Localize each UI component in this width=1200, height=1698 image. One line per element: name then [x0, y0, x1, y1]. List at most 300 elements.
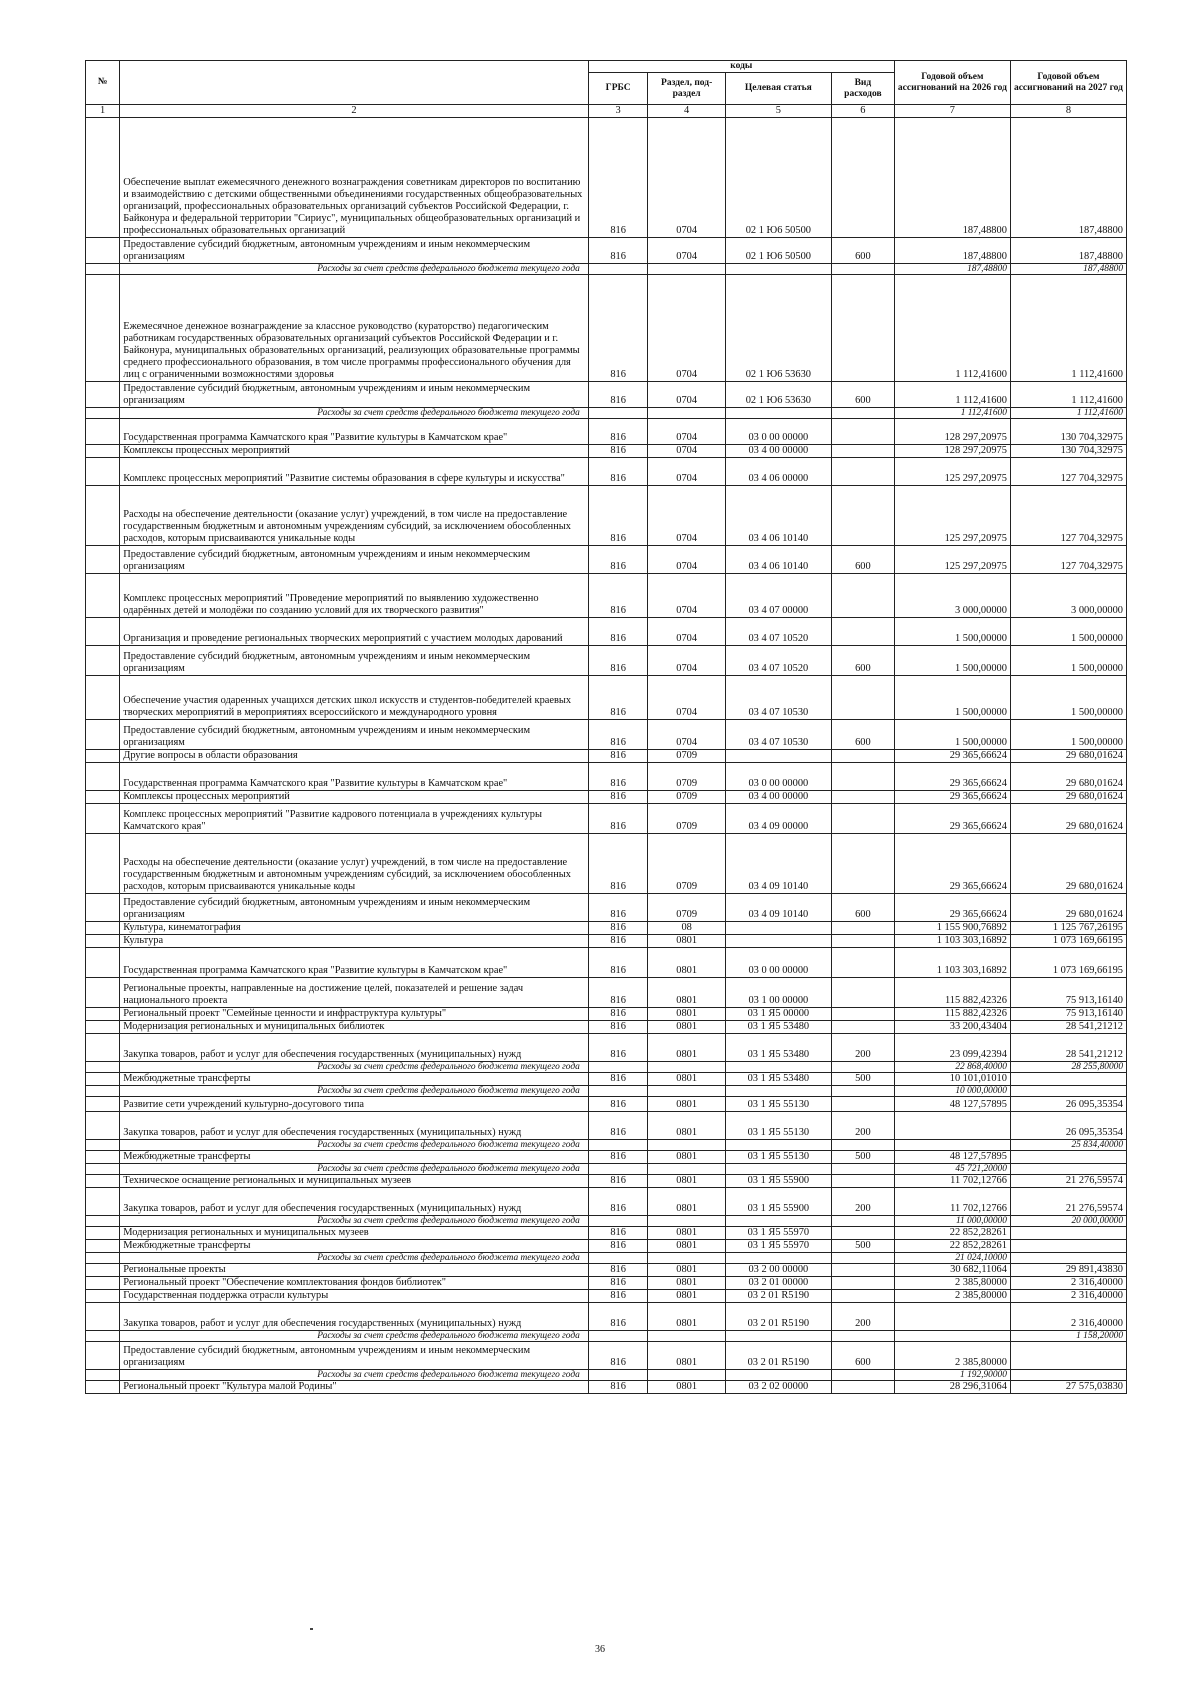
row-number-cell [86, 574, 120, 618]
row-number-cell [86, 618, 120, 646]
table-row [86, 791, 1127, 804]
row-amount-2026-cell: 29 365,66624 [894, 763, 1010, 791]
row-vid-cell [831, 1008, 894, 1021]
row-celevaya-cell: 03 4 00 00000 [725, 791, 831, 804]
row-razdel-cell [648, 1140, 725, 1151]
table-row [86, 834, 1127, 894]
row-celevaya-cell: 03 4 06 00000 [725, 458, 831, 486]
row-vid-cell [831, 1381, 894, 1394]
row-name-cell: Комплекс процессных мероприятий "Проведение мероприятий по выявлению художественно одарённых детей и молодёжи по созданию условий для их творческого развития" [120, 574, 589, 618]
row-number-cell [86, 382, 120, 408]
row-vid-cell: 600 [831, 720, 894, 750]
scan-speck [310, 1628, 313, 1630]
row-vid-cell: 200 [831, 1188, 894, 1216]
row-celevaya-cell: 03 4 07 10520 [725, 618, 831, 646]
row-name-cell: Предоставление субсидий бюджетным, автономным учреждениям и иным некоммерческим организациям [120, 382, 589, 408]
header-razdel: Раздел, под-раздел [648, 73, 725, 105]
row-vid-cell [831, 264, 894, 275]
row-celevaya-cell [725, 922, 831, 935]
row-amount-2027-cell: 2 316,40000 [1010, 1277, 1126, 1290]
row-vid-cell: 600 [831, 894, 894, 922]
row-amount-2027-cell: 29 680,01624 [1010, 791, 1126, 804]
row-celevaya-cell [725, 1331, 831, 1342]
row-name-cell: Региональный проект "Семейные ценности и инфраструктура культуры" [120, 1008, 589, 1021]
row-number-cell [86, 676, 120, 720]
row-number-cell [86, 408, 120, 419]
row-razdel-cell: 0704 [648, 574, 725, 618]
row-number-cell [86, 1331, 120, 1342]
row-amount-2026-cell: 187,48800 [894, 118, 1010, 238]
row-grbs-cell: 816 [588, 1188, 648, 1216]
row-amount-2026-cell: 10 000,00000 [894, 1086, 1010, 1097]
row-amount-2027-cell: 127 704,32975 [1010, 458, 1126, 486]
row-name-cell: Государственная программа Камчатского края "Развитие культуры в Камчатском крае" [120, 419, 589, 445]
row-razdel-cell [648, 264, 725, 275]
row-razdel-cell [648, 1253, 725, 1264]
row-grbs-cell [588, 1140, 648, 1151]
row-vid-cell [831, 935, 894, 948]
table-row [86, 1303, 1127, 1331]
row-razdel-cell: 0709 [648, 750, 725, 763]
row-name-cell: Закупка товаров, работ и услуг для обеспечения государственных (муниципальных) нужд [120, 1034, 589, 1062]
row-vid-cell [831, 978, 894, 1008]
row-amount-2027-cell [1010, 1151, 1126, 1164]
row-razdel-cell: 0709 [648, 894, 725, 922]
table-row [86, 574, 1127, 618]
row-grbs-cell: 816 [588, 922, 648, 935]
row-amount-2027-cell [1010, 1164, 1126, 1175]
row-celevaya-cell [725, 1164, 831, 1175]
row-grbs-cell [588, 264, 648, 275]
row-vid-cell [831, 791, 894, 804]
header-grbs: ГРБС [588, 73, 648, 105]
row-number-cell [86, 1216, 120, 1227]
row-grbs-cell: 816 [588, 834, 648, 894]
row-number-cell [86, 275, 120, 382]
row-amount-2026-cell: 2 385,80000 [894, 1342, 1010, 1370]
row-amount-2026-cell: 1 500,00000 [894, 676, 1010, 720]
row-name-cell: Расходы за счет средств федерального бюджета текущего года [120, 1216, 589, 1227]
row-amount-2026-cell: 29 365,66624 [894, 804, 1010, 834]
row-razdel-cell [648, 408, 725, 419]
row-number-cell [86, 720, 120, 750]
row-grbs-cell: 816 [588, 791, 648, 804]
row-number-cell [86, 894, 120, 922]
row-amount-2026-cell: 1 112,41600 [894, 275, 1010, 382]
row-amount-2027-cell: 28 541,21212 [1010, 1034, 1126, 1062]
row-number-cell [86, 763, 120, 791]
row-amount-2026-cell: 1 112,41600 [894, 382, 1010, 408]
row-amount-2027-cell: 1 500,00000 [1010, 720, 1126, 750]
row-celevaya-cell: 03 4 06 10140 [725, 486, 831, 546]
row-celevaya-cell: 03 2 01 R5190 [725, 1342, 831, 1370]
table-row [86, 948, 1127, 978]
row-amount-2027-cell [1010, 1086, 1126, 1097]
row-amount-2027-cell [1010, 1073, 1126, 1086]
row-vid-cell [831, 1216, 894, 1227]
row-name-cell: Обеспечение участия одаренных учащихся детских школ искусств и студентов-победителей краевых творческих мероприятий в мероприятиях всероссийского и международного уровня [120, 676, 589, 720]
row-name-cell: Модернизация региональных и муниципальных музеев [120, 1227, 589, 1240]
row-amount-2027-cell: 1 500,00000 [1010, 676, 1126, 720]
row-amount-2026-cell: 1 500,00000 [894, 646, 1010, 676]
table-row [86, 1240, 1127, 1253]
row-amount-2026-cell: 30 682,11064 [894, 1264, 1010, 1277]
row-razdel-cell: 0801 [648, 1240, 725, 1253]
row-number-cell [86, 978, 120, 1008]
row-amount-2026-cell: 22 852,28261 [894, 1227, 1010, 1240]
row-amount-2026-cell: 29 365,66624 [894, 750, 1010, 763]
row-razdel-cell: 0704 [648, 382, 725, 408]
row-razdel-cell [648, 1062, 725, 1073]
row-amount-2026-cell: 1 155 900,76892 [894, 922, 1010, 935]
row-grbs-cell: 816 [588, 546, 648, 574]
row-name-cell: Закупка товаров, работ и услуг для обеспечения государственных (муниципальных) нужд [120, 1188, 589, 1216]
row-vid-cell: 200 [831, 1112, 894, 1140]
colnum-8: 8 [1010, 105, 1126, 118]
page-number: 36 [595, 1644, 605, 1655]
row-amount-2026-cell: 45 721,20000 [894, 1164, 1010, 1175]
row-grbs-cell [588, 1086, 648, 1097]
row-vid-cell: 600 [831, 238, 894, 264]
row-grbs-cell [588, 1062, 648, 1073]
row-razdel-cell: 0709 [648, 791, 725, 804]
federal-funds-row [86, 1370, 1127, 1381]
row-amount-2026-cell: 115 882,42326 [894, 978, 1010, 1008]
row-name-cell: Расходы за счет средств федерального бюджета текущего года [120, 1370, 589, 1381]
row-celevaya-cell: 03 1 Я5 53480 [725, 1073, 831, 1086]
row-amount-2027-cell: 29 680,01624 [1010, 804, 1126, 834]
row-vid-cell: 200 [831, 1034, 894, 1062]
row-razdel-cell: 0801 [648, 1188, 725, 1216]
row-grbs-cell: 816 [588, 978, 648, 1008]
row-razdel-cell: 0801 [648, 948, 725, 978]
row-amount-2026-cell: 48 127,57895 [894, 1151, 1010, 1164]
row-grbs-cell: 816 [588, 118, 648, 238]
row-celevaya-cell [725, 1086, 831, 1097]
row-grbs-cell: 816 [588, 763, 648, 791]
row-name-cell: Расходы за счет средств федерального бюджета текущего года [120, 408, 589, 419]
row-razdel-cell: 08 [648, 922, 725, 935]
row-vid-cell [831, 834, 894, 894]
row-amount-2027-cell: 2 316,40000 [1010, 1303, 1126, 1331]
row-name-cell: Предоставление субсидий бюджетным, автономным учреждениям и иным некоммерческим организациям [120, 646, 589, 676]
table-row [86, 935, 1127, 948]
row-name-cell: Закупка товаров, работ и услуг для обеспечения государственных (муниципальных) нужд [120, 1303, 589, 1331]
row-grbs-cell: 816 [588, 1021, 648, 1034]
row-razdel-cell: 0704 [648, 618, 725, 646]
table-row [86, 118, 1127, 238]
row-grbs-cell: 816 [588, 1240, 648, 1253]
row-celevaya-cell: 03 4 09 10140 [725, 834, 831, 894]
row-vid-cell: 600 [831, 546, 894, 574]
row-number-cell [86, 419, 120, 445]
row-vid-cell [831, 1253, 894, 1264]
row-amount-2027-cell: 187,48800 [1010, 118, 1126, 238]
budget-table [85, 60, 1127, 1394]
table-row [86, 1021, 1127, 1034]
colnum-1: 1 [86, 105, 120, 118]
table-row [86, 419, 1127, 445]
row-grbs-cell: 816 [588, 646, 648, 676]
row-amount-2026-cell [894, 1112, 1010, 1140]
row-razdel-cell [648, 1216, 725, 1227]
federal-funds-row [86, 1253, 1127, 1264]
row-razdel-cell: 0801 [648, 935, 725, 948]
row-amount-2026-cell: 29 365,66624 [894, 791, 1010, 804]
table-row [86, 275, 1127, 382]
table-row [86, 750, 1127, 763]
row-amount-2026-cell: 128 297,20975 [894, 445, 1010, 458]
header-name [120, 61, 589, 105]
row-vid-cell [831, 1086, 894, 1097]
row-name-cell: Расходы за счет средств федерального бюджета текущего года [120, 264, 589, 275]
table-row [86, 763, 1127, 791]
row-grbs-cell: 816 [588, 1381, 648, 1394]
row-amount-2027-cell: 29 680,01624 [1010, 834, 1126, 894]
row-name-cell: Региональные проекты, направленные на достижение целей, показателей и решение задач национального проекта [120, 978, 589, 1008]
row-vid-cell: 200 [831, 1303, 894, 1331]
row-vid-cell [831, 408, 894, 419]
row-celevaya-cell [725, 1253, 831, 1264]
row-vid-cell [831, 1370, 894, 1381]
row-grbs-cell: 816 [588, 445, 648, 458]
row-name-cell: Расходы на обеспечение деятельности (оказание услуг) учреждений, в том числе на предоставление государственным бюджетным и автономным учреждениям субсидий, за исключением обособленных расходов, которым присваиваются уникальные коды [120, 486, 589, 546]
row-amount-2027-cell: 21 276,59574 [1010, 1188, 1126, 1216]
row-amount-2026-cell: 1 103 303,16892 [894, 935, 1010, 948]
row-grbs-cell: 816 [588, 894, 648, 922]
table-row [86, 1381, 1127, 1394]
row-grbs-cell: 816 [588, 1290, 648, 1303]
row-amount-2026-cell: 1 103 303,16892 [894, 948, 1010, 978]
row-amount-2026-cell: 125 297,20975 [894, 486, 1010, 546]
row-vid-cell: 500 [831, 1073, 894, 1086]
row-number-cell [86, 1062, 120, 1073]
row-razdel-cell [648, 1164, 725, 1175]
row-amount-2027-cell: 1 112,41600 [1010, 382, 1126, 408]
row-celevaya-cell: 03 1 Я5 55970 [725, 1240, 831, 1253]
row-name-cell: Расходы за счет средств федерального бюджета текущего года [120, 1086, 589, 1097]
row-razdel-cell: 0801 [648, 978, 725, 1008]
row-vid-cell [831, 804, 894, 834]
row-name-cell: Межбюджетные трансферты [120, 1151, 589, 1164]
table-row [86, 1073, 1127, 1086]
colnum-6: 6 [831, 105, 894, 118]
row-amount-2027-cell: 2 316,40000 [1010, 1290, 1126, 1303]
table-row [86, 382, 1127, 408]
row-name-cell: Организация и проведение региональных творческих мероприятий с участием молодых дарований [120, 618, 589, 646]
table-row [86, 1264, 1127, 1277]
row-celevaya-cell [725, 1062, 831, 1073]
table-row [86, 646, 1127, 676]
row-grbs-cell: 816 [588, 1073, 648, 1086]
row-number-cell [86, 935, 120, 948]
row-number-cell [86, 834, 120, 894]
row-name-cell: Культура, кинематография [120, 922, 589, 935]
row-celevaya-cell: 03 4 09 00000 [725, 804, 831, 834]
row-name-cell: Предоставление субсидий бюджетным, автономным учреждениям и иным некоммерческим организациям [120, 894, 589, 922]
table-row [86, 1277, 1127, 1290]
row-grbs-cell: 816 [588, 750, 648, 763]
row-amount-2027-cell [1010, 1253, 1126, 1264]
row-amount-2027-cell: 187,48800 [1010, 264, 1126, 275]
row-amount-2027-cell: 75 913,16140 [1010, 978, 1126, 1008]
table-row [86, 1188, 1127, 1216]
row-celevaya-cell: 03 0 00 00000 [725, 763, 831, 791]
row-amount-2026-cell: 1 112,41600 [894, 408, 1010, 419]
row-celevaya-cell: 02 1 Ю6 53630 [725, 275, 831, 382]
row-grbs-cell [588, 1216, 648, 1227]
row-amount-2026-cell: 187,48800 [894, 264, 1010, 275]
row-amount-2027-cell: 1 073 169,66195 [1010, 935, 1126, 948]
table-row [86, 804, 1127, 834]
row-amount-2027-cell: 1 500,00000 [1010, 618, 1126, 646]
row-number-cell [86, 1342, 120, 1370]
row-celevaya-cell: 03 1 Я5 53480 [725, 1034, 831, 1062]
row-number-cell [86, 1264, 120, 1277]
row-celevaya-cell [725, 1216, 831, 1227]
row-number-cell [86, 1073, 120, 1086]
table-row [86, 546, 1127, 574]
colnum-5: 5 [725, 105, 831, 118]
row-amount-2027-cell: 28 541,21212 [1010, 1021, 1126, 1034]
row-razdel-cell: 0801 [648, 1175, 725, 1188]
row-amount-2027-cell: 21 276,59574 [1010, 1175, 1126, 1188]
row-razdel-cell [648, 1086, 725, 1097]
row-number-cell [86, 804, 120, 834]
row-vid-cell: 500 [831, 1151, 894, 1164]
row-number-cell [86, 922, 120, 935]
colnum-4: 4 [648, 105, 725, 118]
row-razdel-cell: 0704 [648, 486, 725, 546]
row-razdel-cell: 0709 [648, 834, 725, 894]
row-grbs-cell: 816 [588, 1227, 648, 1240]
row-grbs-cell [588, 1331, 648, 1342]
row-grbs-cell: 816 [588, 486, 648, 546]
row-amount-2026-cell: 21 024,10000 [894, 1253, 1010, 1264]
row-razdel-cell: 0801 [648, 1381, 725, 1394]
row-grbs-cell: 816 [588, 804, 648, 834]
row-amount-2027-cell: 127 704,32975 [1010, 546, 1126, 574]
row-grbs-cell: 816 [588, 1264, 648, 1277]
row-amount-2027-cell: 1 500,00000 [1010, 646, 1126, 676]
row-name-cell: Предоставление субсидий бюджетным, автономным учреждениям и иным некоммерческим организациям [120, 546, 589, 574]
row-razdel-cell: 0801 [648, 1008, 725, 1021]
row-vid-cell [831, 1175, 894, 1188]
row-number-cell [86, 1175, 120, 1188]
row-amount-2027-cell: 75 913,16140 [1010, 1008, 1126, 1021]
row-name-cell: Государственная поддержка отрасли культуры [120, 1290, 589, 1303]
row-amount-2027-cell: 1 073 169,66195 [1010, 948, 1126, 978]
federal-funds-row [86, 408, 1127, 419]
row-amount-2026-cell [894, 1331, 1010, 1342]
table-row [86, 922, 1127, 935]
row-celevaya-cell: 03 1 Я5 55130 [725, 1112, 831, 1140]
row-vid-cell [831, 1097, 894, 1112]
row-vid-cell [831, 763, 894, 791]
row-amount-2026-cell: 115 882,42326 [894, 1008, 1010, 1021]
federal-funds-row [86, 1140, 1127, 1151]
row-razdel-cell: 0801 [648, 1021, 725, 1034]
row-number-cell [86, 486, 120, 546]
header-2026: Годовой объем ассигнований на 2026 год [894, 61, 1010, 105]
row-name-cell: Расходы за счет средств федерального бюджета текущего года [120, 1331, 589, 1342]
row-amount-2026-cell: 3 000,00000 [894, 574, 1010, 618]
row-name-cell: Региональные проекты [120, 1264, 589, 1277]
row-vid-cell [831, 618, 894, 646]
row-name-cell: Расходы за счет средств федерального бюджета текущего года [120, 1164, 589, 1175]
row-grbs-cell: 816 [588, 618, 648, 646]
row-number-cell [86, 1290, 120, 1303]
row-number-cell [86, 546, 120, 574]
table-row [86, 445, 1127, 458]
row-number-cell [86, 1086, 120, 1097]
federal-funds-row [86, 1216, 1127, 1227]
row-celevaya-cell: 03 4 06 10140 [725, 546, 831, 574]
table-row [86, 1097, 1127, 1112]
row-celevaya-cell: 03 1 Я5 55130 [725, 1097, 831, 1112]
row-celevaya-cell [725, 935, 831, 948]
row-amount-2027-cell: 3 000,00000 [1010, 574, 1126, 618]
row-grbs-cell: 816 [588, 1008, 648, 1021]
colnum-2: 2 [120, 105, 589, 118]
row-amount-2027-cell: 29 680,01624 [1010, 750, 1126, 763]
row-grbs-cell: 816 [588, 574, 648, 618]
row-name-cell: Межбюджетные трансферты [120, 1240, 589, 1253]
row-celevaya-cell: 03 0 00 00000 [725, 419, 831, 445]
row-vid-cell [831, 1062, 894, 1073]
row-number-cell [86, 1240, 120, 1253]
row-vid-cell [831, 1021, 894, 1034]
row-grbs-cell: 816 [588, 1303, 648, 1331]
row-grbs-cell: 816 [588, 1342, 648, 1370]
table-row [86, 1008, 1127, 1021]
row-razdel-cell: 0709 [648, 804, 725, 834]
row-celevaya-cell: 03 4 07 10520 [725, 646, 831, 676]
row-celevaya-cell: 03 1 Я5 53480 [725, 1021, 831, 1034]
row-vid-cell [831, 1290, 894, 1303]
row-number-cell [86, 1303, 120, 1331]
table-row [86, 1227, 1127, 1240]
row-name-cell: Комплекс процессных мероприятий "Развитие кадрового потенциала в учреждениях культуры Камчатского края" [120, 804, 589, 834]
row-amount-2027-cell: 1 112,41600 [1010, 275, 1126, 382]
row-name-cell: Модернизация региональных и муниципальных библиотек [120, 1021, 589, 1034]
row-number-cell [86, 1034, 120, 1062]
row-grbs-cell: 816 [588, 382, 648, 408]
row-celevaya-cell [725, 1140, 831, 1151]
row-name-cell: Предоставление субсидий бюджетным, автономным учреждениям и иным некоммерческим организациям [120, 1342, 589, 1370]
row-grbs-cell: 816 [588, 935, 648, 948]
row-grbs-cell: 816 [588, 676, 648, 720]
row-name-cell: Предоставление субсидий бюджетным, автономным учреждениям и иным некоммерческим организациям [120, 720, 589, 750]
row-amount-2026-cell: 10 101,01010 [894, 1073, 1010, 1086]
row-razdel-cell: 0704 [648, 546, 725, 574]
row-razdel-cell: 0704 [648, 458, 725, 486]
row-razdel-cell [648, 1331, 725, 1342]
row-amount-2027-cell: 25 834,40000 [1010, 1140, 1126, 1151]
row-amount-2026-cell [894, 1140, 1010, 1151]
row-razdel-cell: 0801 [648, 1227, 725, 1240]
row-amount-2026-cell: 33 200,43404 [894, 1021, 1010, 1034]
row-vid-cell [831, 948, 894, 978]
row-grbs-cell: 816 [588, 275, 648, 382]
row-razdel-cell: 0801 [648, 1303, 725, 1331]
row-amount-2027-cell [1010, 1342, 1126, 1370]
table-row [86, 1290, 1127, 1303]
row-amount-2027-cell: 127 704,32975 [1010, 486, 1126, 546]
row-celevaya-cell: 03 4 07 00000 [725, 574, 831, 618]
table-row [86, 1175, 1127, 1188]
row-celevaya-cell: 03 4 07 10530 [725, 720, 831, 750]
